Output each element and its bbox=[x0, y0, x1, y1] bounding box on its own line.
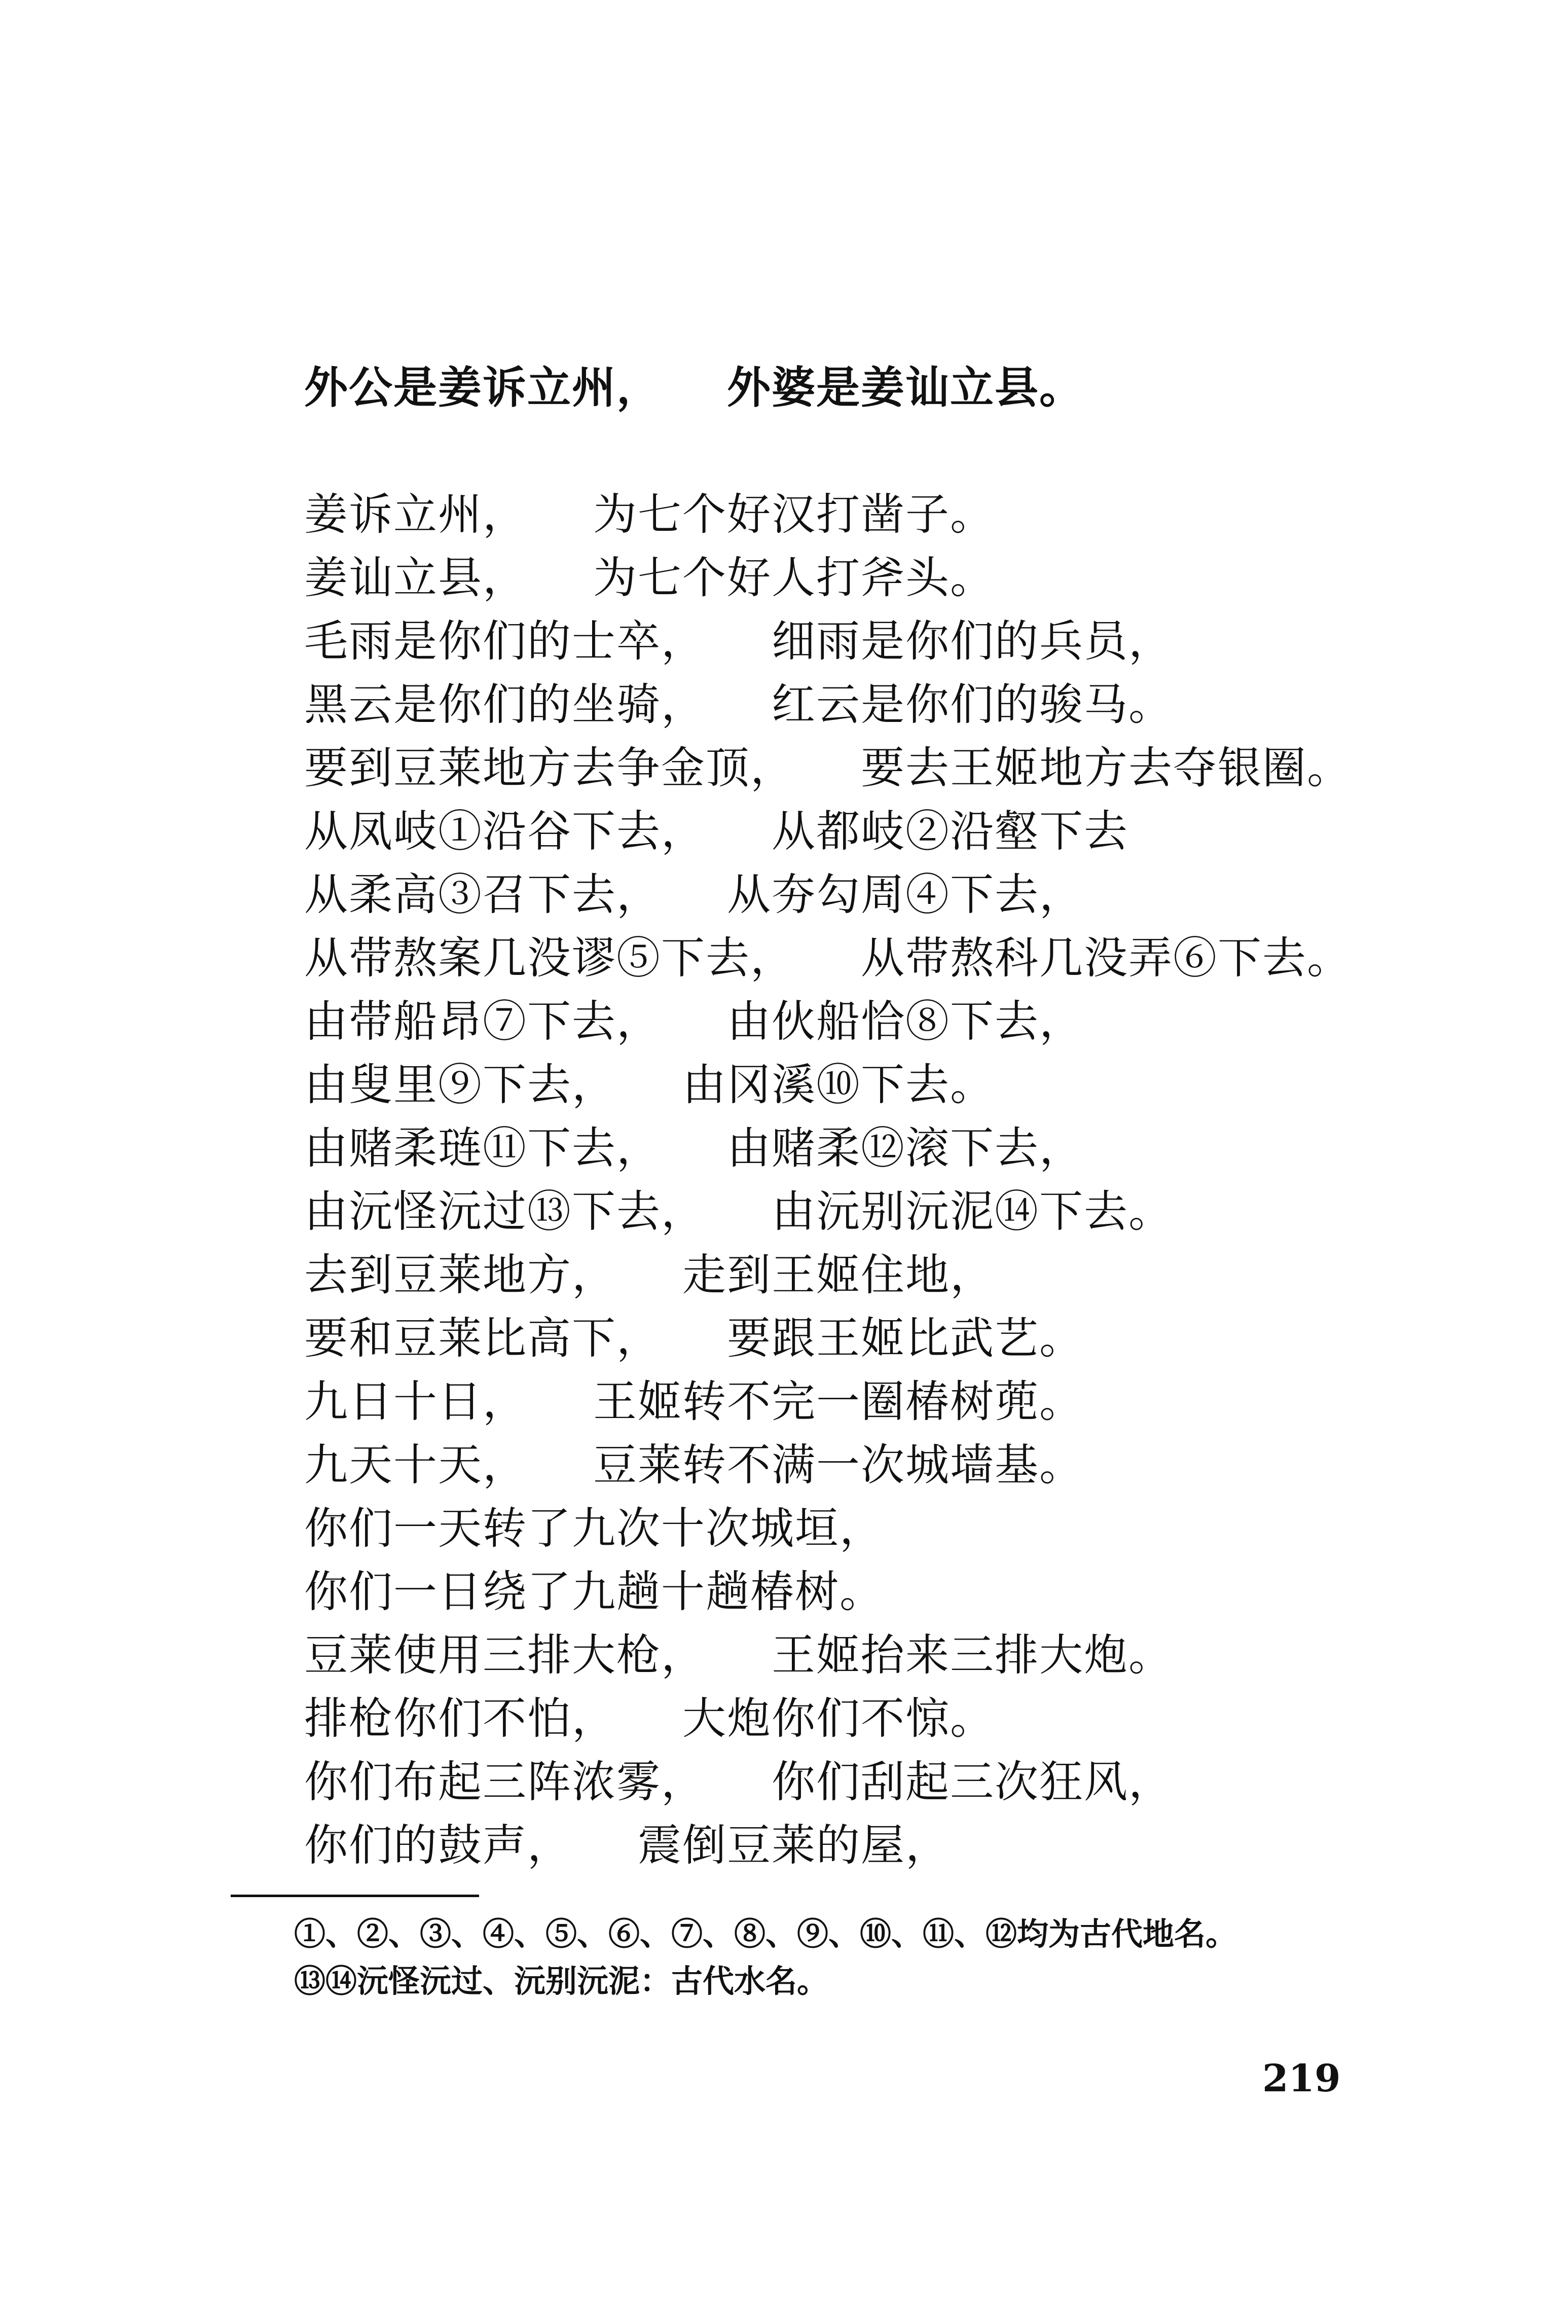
verse-part-a: 九天十天， bbox=[304, 1440, 527, 1491]
verse-part-a: 由沅怪沅过⑬下去， bbox=[304, 1186, 706, 1237]
verse-part-a: 黑云是你们的坐骑， bbox=[304, 679, 706, 730]
verse-line bbox=[304, 933, 1352, 984]
verse-part-a: 由带船昂⑦下去， bbox=[304, 996, 661, 1047]
footnote-2: ⑬⑭沅怪沅过、沅别沅泥：古代水名。 bbox=[294, 1963, 829, 2000]
verse-line bbox=[304, 743, 1352, 793]
verse-line bbox=[304, 616, 1173, 667]
verse-part-a: 豆莱使用三排大枪， bbox=[304, 1630, 706, 1681]
verse-part-b: 从都岐②沿壑下去 bbox=[772, 806, 1128, 857]
verse-part-b: 从夯勾周④下去， bbox=[727, 869, 1084, 920]
verse-part-a: 姜讪立县， bbox=[304, 553, 527, 603]
verse-part-b: 从带熬科几没弄⑥下去。 bbox=[861, 933, 1352, 984]
verse-line bbox=[304, 1376, 1084, 1427]
verse-line bbox=[304, 679, 1173, 730]
verse-part-b: 走到王姬住地， bbox=[682, 1250, 995, 1300]
verse-part-b: 王姬抬来三排大炮。 bbox=[772, 1630, 1173, 1681]
verse-part-a: 排枪你们不怕， bbox=[304, 1693, 616, 1744]
verse-line bbox=[304, 1186, 1173, 1237]
verse-line bbox=[304, 1503, 884, 1554]
page-number: 219 bbox=[1262, 2057, 1341, 2100]
verse-part-b: 由冈溪⑩下去。 bbox=[682, 1060, 995, 1110]
verse-part-b: 要去王姬地方去夺银圈。 bbox=[861, 743, 1352, 793]
verse-part-a: 要到豆莱地方去争金顶， bbox=[304, 743, 795, 793]
verse-part-a: 姜诉立州， bbox=[304, 489, 527, 540]
verse-part-b: 红云是你们的骏马。 bbox=[772, 679, 1173, 730]
verse-line bbox=[304, 1250, 995, 1300]
heading-part-1: 外公是姜诉立州， bbox=[304, 362, 661, 413]
verse-part-a: 你们的鼓声， bbox=[304, 1820, 572, 1871]
verse-part-b: 要跟王姬比武艺。 bbox=[727, 1313, 1084, 1364]
verse-line bbox=[304, 996, 1084, 1047]
verse-part-a: 去到豆莱地方， bbox=[304, 1250, 616, 1300]
verse-part-a: 要和豆莱比高下， bbox=[304, 1313, 661, 1364]
verse-part-a: 毛雨是你们的士卒， bbox=[304, 616, 706, 667]
verse-line bbox=[304, 553, 995, 603]
heading-part-2: 外婆是姜讪立县。 bbox=[727, 362, 1084, 413]
footnote-divider bbox=[231, 1895, 479, 1897]
verse-part-a: 从凤岐①沿谷下去， bbox=[304, 806, 706, 857]
heading-line bbox=[304, 362, 1084, 413]
verse-line bbox=[304, 1440, 1084, 1491]
verse-line bbox=[304, 1757, 1173, 1807]
verse-part-b: 豆莱转不满一次城墙基。 bbox=[593, 1440, 1084, 1491]
verse-part-a: 你们一天转了九次十次城垣， bbox=[304, 1503, 884, 1554]
verse-line bbox=[304, 1693, 995, 1744]
verse-part-b: 王姬转不完一圈椿树蔸。 bbox=[593, 1376, 1084, 1427]
verse-part-a: 从带熬案几没谬⑤下去， bbox=[304, 933, 795, 984]
verse-part-b: 细雨是你们的兵员， bbox=[772, 616, 1173, 667]
verse-part-b: 你们刮起三次狂风， bbox=[772, 1757, 1173, 1807]
verse-part-a: 你们布起三阵浓雾， bbox=[304, 1757, 706, 1807]
verse-line bbox=[304, 869, 1084, 920]
verse-line bbox=[304, 1313, 1084, 1364]
verse-part-a: 从柔高③召下去， bbox=[304, 869, 661, 920]
verse-part-a: 九日十日， bbox=[304, 1376, 527, 1427]
verse-line bbox=[304, 806, 1128, 857]
verse-part-b: 为七个好汉打凿子。 bbox=[593, 489, 995, 540]
verse-part-a: 由叟里⑨下去， bbox=[304, 1060, 616, 1110]
verse-line bbox=[304, 1567, 884, 1617]
verse-part-b: 为七个好人打斧头。 bbox=[593, 553, 995, 603]
verse-line bbox=[304, 1630, 1173, 1681]
verse-line bbox=[304, 489, 995, 540]
verse-part-b: 由伙船恰⑧下去， bbox=[727, 996, 1084, 1047]
footnote-1: ①、②、③、④、⑤、⑥、⑦、⑧、⑨、⑩、⑪、⑫均为古代地名。 bbox=[294, 1915, 1237, 1952]
verse-part-a: 由赌柔琏⑪下去， bbox=[304, 1123, 661, 1174]
verse-part-b: 震倒豆莱的屋， bbox=[638, 1820, 950, 1871]
verse-part-a: 你们一日绕了九趟十趟椿树。 bbox=[304, 1567, 884, 1617]
verse-part-b: 大炮你们不惊。 bbox=[682, 1693, 995, 1744]
verse-part-b: 由赌柔⑫滚下去， bbox=[727, 1123, 1084, 1174]
verse-line bbox=[304, 1123, 1084, 1174]
verse-part-b: 由沅别沅泥⑭下去。 bbox=[772, 1186, 1173, 1237]
verse-line bbox=[304, 1820, 950, 1871]
verse-line bbox=[304, 1060, 995, 1110]
